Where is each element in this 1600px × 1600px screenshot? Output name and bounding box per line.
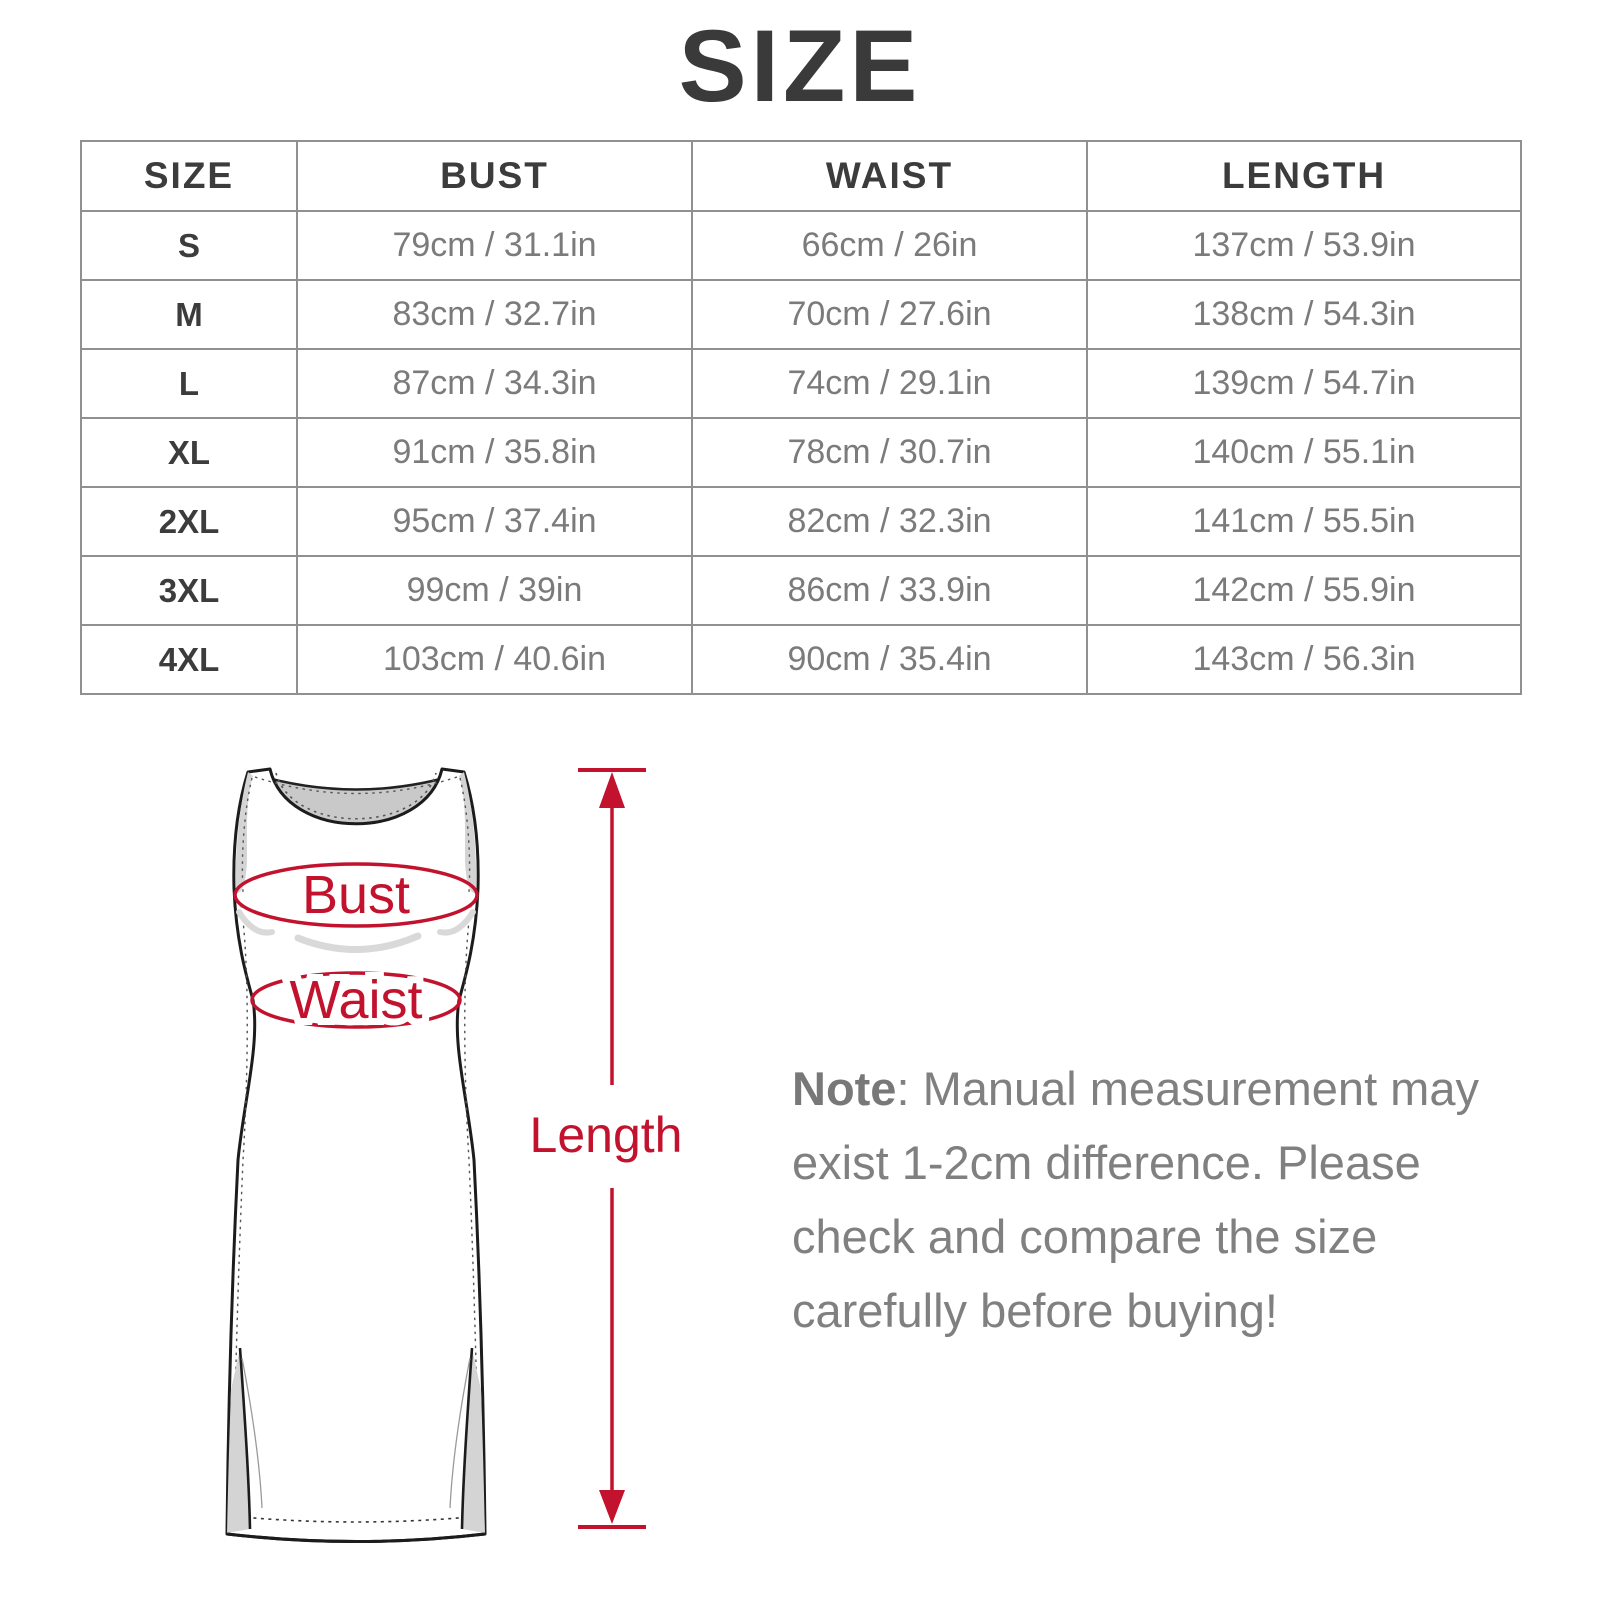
col-header-length: LENGTH	[1087, 141, 1521, 211]
size-cell: 3XL	[81, 556, 297, 625]
note-line-4: carefully before buying!	[792, 1284, 1278, 1337]
page-title: SIZE	[678, 9, 922, 123]
col-header-size: SIZE	[81, 141, 297, 211]
bust-cell: 95cm / 37.4in	[297, 487, 692, 556]
measurement-note	[792, 1052, 1512, 1348]
bust-cell: 103cm / 40.6in	[297, 625, 692, 694]
table-row	[81, 625, 1521, 694]
table-header-row	[81, 141, 1521, 211]
waist-cell: 74cm / 29.1in	[692, 349, 1087, 418]
table-row	[81, 211, 1521, 280]
length-cell: 143cm / 56.3in	[1087, 625, 1521, 694]
table-row	[81, 556, 1521, 625]
bust-cell: 83cm / 32.7in	[297, 280, 692, 349]
size-cell: L	[81, 349, 297, 418]
length-cell: 138cm / 54.3in	[1087, 280, 1521, 349]
length-label: Length	[529, 1107, 683, 1163]
size-table	[80, 140, 1522, 695]
table-row	[81, 280, 1521, 349]
col-header-bust: BUST	[297, 141, 692, 211]
length-cell: 142cm / 55.9in	[1087, 556, 1521, 625]
length-cell: 141cm / 55.5in	[1087, 487, 1521, 556]
table-row	[81, 349, 1521, 418]
table-row	[81, 418, 1521, 487]
bust-cell: 99cm / 39in	[297, 556, 692, 625]
waist-label: Waist	[289, 970, 423, 1030]
size-cell: XL	[81, 418, 297, 487]
waist-cell: 82cm / 32.3in	[692, 487, 1087, 556]
size-cell: M	[81, 280, 297, 349]
dress-measurement-diagram	[150, 738, 690, 1570]
waist-cell: 78cm / 30.7in	[692, 418, 1087, 487]
size-cell: 4XL	[81, 625, 297, 694]
bust-cell: 87cm / 34.3in	[297, 349, 692, 418]
length-cell: 139cm / 54.7in	[1087, 349, 1521, 418]
note-label: Note	[792, 1062, 897, 1115]
bust-cell: 91cm / 35.8in	[297, 418, 692, 487]
waist-cell: 90cm / 35.4in	[692, 625, 1087, 694]
length-cell: 137cm / 53.9in	[1087, 211, 1521, 280]
note-line-1: Note: Manual measurement may	[792, 1062, 1479, 1115]
waist-cell: 70cm / 27.6in	[692, 280, 1087, 349]
length-cell: 140cm / 55.1in	[1087, 418, 1521, 487]
table-row	[81, 487, 1521, 556]
note-line-2: exist 1-2cm difference. Please	[792, 1136, 1421, 1189]
note-line-3: check and compare the size	[792, 1210, 1378, 1263]
size-cell: S	[81, 211, 297, 280]
waist-cell: 66cm / 26in	[692, 211, 1087, 280]
bust-label: Bust	[301, 865, 411, 925]
bust-cell: 79cm / 31.1in	[297, 211, 692, 280]
waist-cell: 86cm / 33.9in	[692, 556, 1087, 625]
size-cell: 2XL	[81, 487, 297, 556]
col-header-waist: WAIST	[692, 141, 1087, 211]
